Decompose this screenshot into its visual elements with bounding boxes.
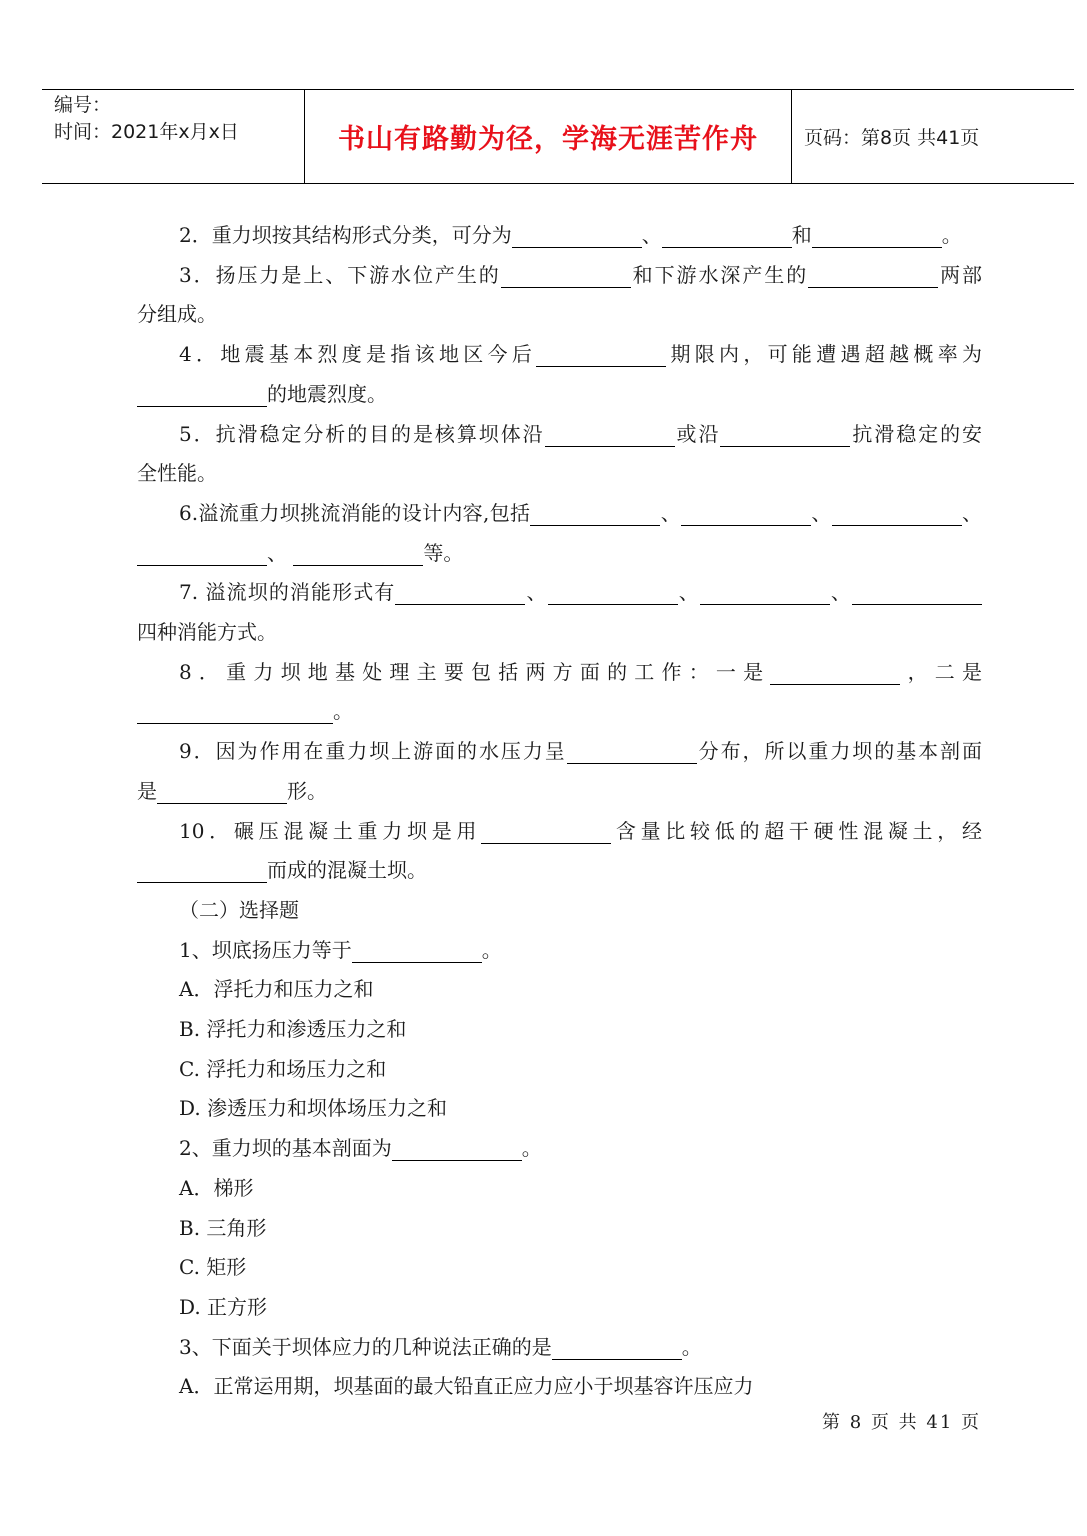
answer-blank[interactable] xyxy=(852,578,982,605)
header-motto: 书山有路勤为径，学海无涯苦作舟 xyxy=(338,124,758,155)
choice-question-2: 2、重力坝的基本剖面为 。 xyxy=(179,1136,542,1161)
question-8: 8．重力坝地基处理主要包括两方面的工作：一是 ，二是 xyxy=(179,659,982,684)
question-7-continued: 四种消能方式。 xyxy=(137,620,277,645)
option-c: C. 矩形 xyxy=(179,1255,247,1280)
question-4-continued: 的地震烈度。 xyxy=(137,375,982,415)
answer-blank[interactable] xyxy=(157,777,287,804)
question-9: 9．因为作用在重力坝上游面的水压力呈 分布，所以重力坝的基本剖面 xyxy=(179,739,982,764)
page-footer: 第 8 页 共 41 页 xyxy=(822,1412,981,1433)
question-3: 3．扬压力是上、下游水位产生的 和下游水深产生的 两部 xyxy=(179,262,983,287)
header-motto-cell xyxy=(305,90,792,183)
answer-blank[interactable] xyxy=(530,499,660,526)
question-10: 10．碾压混凝土重力坝是用 含量比较低的超干硬性混凝土，经 xyxy=(179,818,982,843)
date-label: 时间：2021年x月x日 xyxy=(54,121,239,143)
question-9-continued: 是 形。 xyxy=(137,778,327,803)
question-5-continued: 全性能。 xyxy=(137,461,217,486)
answer-blank[interactable] xyxy=(395,578,525,605)
answer-blank[interactable] xyxy=(137,697,333,724)
question-8-continued: 。 xyxy=(137,692,982,732)
answer-blank[interactable] xyxy=(137,539,267,566)
option-b: B. 浮托力和渗透压力之和 xyxy=(179,1017,407,1042)
answer-blank[interactable] xyxy=(808,261,938,288)
answer-blank[interactable] xyxy=(567,737,697,764)
question-6: 6.溢流重力坝挑流消能的设计内容,包括 、 、 、 xyxy=(179,500,982,525)
answer-blank[interactable] xyxy=(545,420,675,447)
answer-blank[interactable] xyxy=(137,380,267,407)
answer-blank[interactable] xyxy=(293,539,423,566)
document-body xyxy=(137,216,982,1407)
answer-blank[interactable] xyxy=(832,499,962,526)
question-3-continued: 分组成。 xyxy=(137,302,217,327)
question-10-continued: 而成的混凝土坝。 xyxy=(137,851,982,891)
answer-blank[interactable] xyxy=(501,261,631,288)
option-d: D. 正方形 xyxy=(179,1294,268,1319)
question-4: 4．地震基本烈度是指该地区今后 期限内，可能遭遇超越概率为 xyxy=(179,342,982,367)
answer-blank[interactable] xyxy=(770,658,900,685)
section-heading: （二）选择题 xyxy=(179,897,299,922)
answer-blank[interactable] xyxy=(662,221,792,248)
answer-blank[interactable] xyxy=(681,499,811,526)
question-6-continued: 、 等。 xyxy=(137,534,982,574)
answer-blank[interactable] xyxy=(700,578,830,605)
answer-blank[interactable] xyxy=(352,936,482,963)
question-5: 5．抗滑稳定分析的目的是核算坝体沿 或沿 抗滑稳定的安 xyxy=(179,421,983,446)
choice-question-1: 1、坝底扬压力等于 。 xyxy=(179,937,502,962)
question-7: 7. 溢流坝的消能形式有 、 、 、 xyxy=(137,573,982,613)
header-page-cell xyxy=(792,90,1074,183)
header-meta-cell xyxy=(42,90,305,183)
answer-blank[interactable] xyxy=(552,1333,682,1360)
answer-blank[interactable] xyxy=(720,420,850,447)
page-header xyxy=(42,89,1074,184)
answer-blank[interactable] xyxy=(137,856,267,883)
option-a: A．正常运用期，坝基面的最大铅直正应力应小于坝基容许压应力 xyxy=(179,1374,754,1399)
choice-question-3: 3、下面关于坝体应力的几种说法正确的是 。 xyxy=(179,1334,702,1359)
serial-number-label: 编号： xyxy=(54,94,112,116)
answer-blank[interactable] xyxy=(512,221,642,248)
option-d: D. 渗透压力和坝体场压力之和 xyxy=(179,1096,448,1121)
answer-blank[interactable] xyxy=(536,340,666,367)
option-a: A．浮托力和压力之和 xyxy=(179,977,374,1002)
option-c: C. 浮托力和场压力之和 xyxy=(179,1056,387,1081)
option-a: A．梯形 xyxy=(179,1175,254,1200)
question-2: 2．重力坝按其结构形式分类，可分为 、 和 。 xyxy=(179,223,962,247)
answer-blank[interactable] xyxy=(481,817,611,844)
option-b: B. 三角形 xyxy=(179,1215,267,1240)
answer-blank[interactable] xyxy=(392,1134,522,1161)
answer-blank[interactable] xyxy=(812,221,942,248)
answer-blank[interactable] xyxy=(548,578,678,605)
header-page-info: 页码：第8页 共41页 xyxy=(804,127,980,149)
